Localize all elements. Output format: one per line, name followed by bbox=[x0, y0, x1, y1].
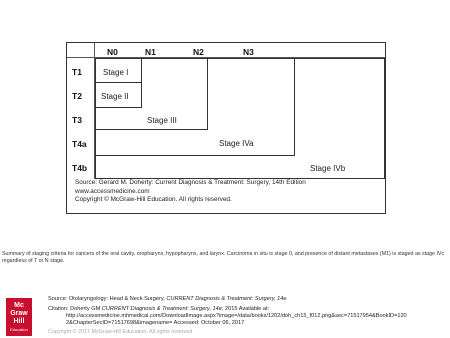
citation-suffix: ; 2015 Available at: bbox=[221, 306, 270, 312]
logo-line: Hill bbox=[13, 318, 25, 325]
footer-source-title: CURRENT Diagnosis & Treatment: Surgery, 14e bbox=[166, 296, 287, 302]
row-header-t1: T1 bbox=[72, 67, 82, 77]
stage-iii-label: Stage III bbox=[147, 116, 177, 125]
column-header-n0: N0 bbox=[107, 47, 118, 57]
column-header-n1: N1 bbox=[145, 47, 156, 57]
row-header-t2: T2 bbox=[72, 91, 82, 101]
stage-i-label: Stage I bbox=[103, 68, 129, 77]
figure-source-url: www.accessmedicine.com bbox=[75, 187, 150, 195]
citation-url-line2: 2&ChapterSecID=71517698&imagename= Accessed: October 06, 2017 bbox=[66, 320, 245, 326]
figure-caption: Summary of staging criteria for cancers of the oral cavity, oropharynx, hypopharynx, and larynx. Carcinoma in situ is stage 0, and presence of distant metastases (M1) is staged as stage IVc regardless of T or N stage. bbox=[2, 251, 445, 265]
row-header-t3: T3 bbox=[72, 115, 82, 125]
row-header-t4b: T4b bbox=[72, 163, 88, 173]
logo-line: Mc bbox=[14, 302, 24, 309]
footer-source bbox=[48, 296, 286, 303]
stage-iva-label: Stage IVa bbox=[219, 139, 254, 148]
logo-line: Education bbox=[10, 327, 28, 332]
citation-url-line1[interactable]: http://accessmedicine.mhmedical.com/DownloadImage.aspx?image=/data/books/1202/doh_ch15_f012.png&sec=71517954&BookID=120 bbox=[66, 313, 407, 319]
citation-title: CURRENT Diagnosis & Treatment: Surgery, 14e bbox=[101, 306, 222, 312]
stage-ii-label: Stage II bbox=[101, 92, 129, 101]
figure-copyright: Copyright © McGraw-Hill Education. All rights reserved. bbox=[75, 196, 232, 204]
figure-source-line: Source: Gerard M. Doherty: Current Diagnosis & Treatment: Surgery, 14th Edition bbox=[75, 179, 306, 186]
figure-source bbox=[67, 179, 385, 213]
stage-ivb-label: Stage IVb bbox=[310, 164, 346, 173]
footer-copyright: Copyright © 2017 McGraw-Hill Education. All rights reserved bbox=[48, 329, 193, 335]
staging-grid bbox=[67, 43, 385, 204]
footer-source-prefix: Source: Otolaryngology: Head & Neck Surgery, bbox=[48, 296, 167, 302]
row-header-t4a: T4a bbox=[72, 139, 87, 149]
column-header-n2: N2 bbox=[193, 47, 204, 57]
column-header-n3: N3 bbox=[243, 47, 254, 57]
mcgraw-hill-logo bbox=[6, 298, 32, 336]
citation-prefix: Citation: Doherty GM bbox=[48, 306, 102, 312]
logo-line: Graw bbox=[10, 310, 28, 317]
